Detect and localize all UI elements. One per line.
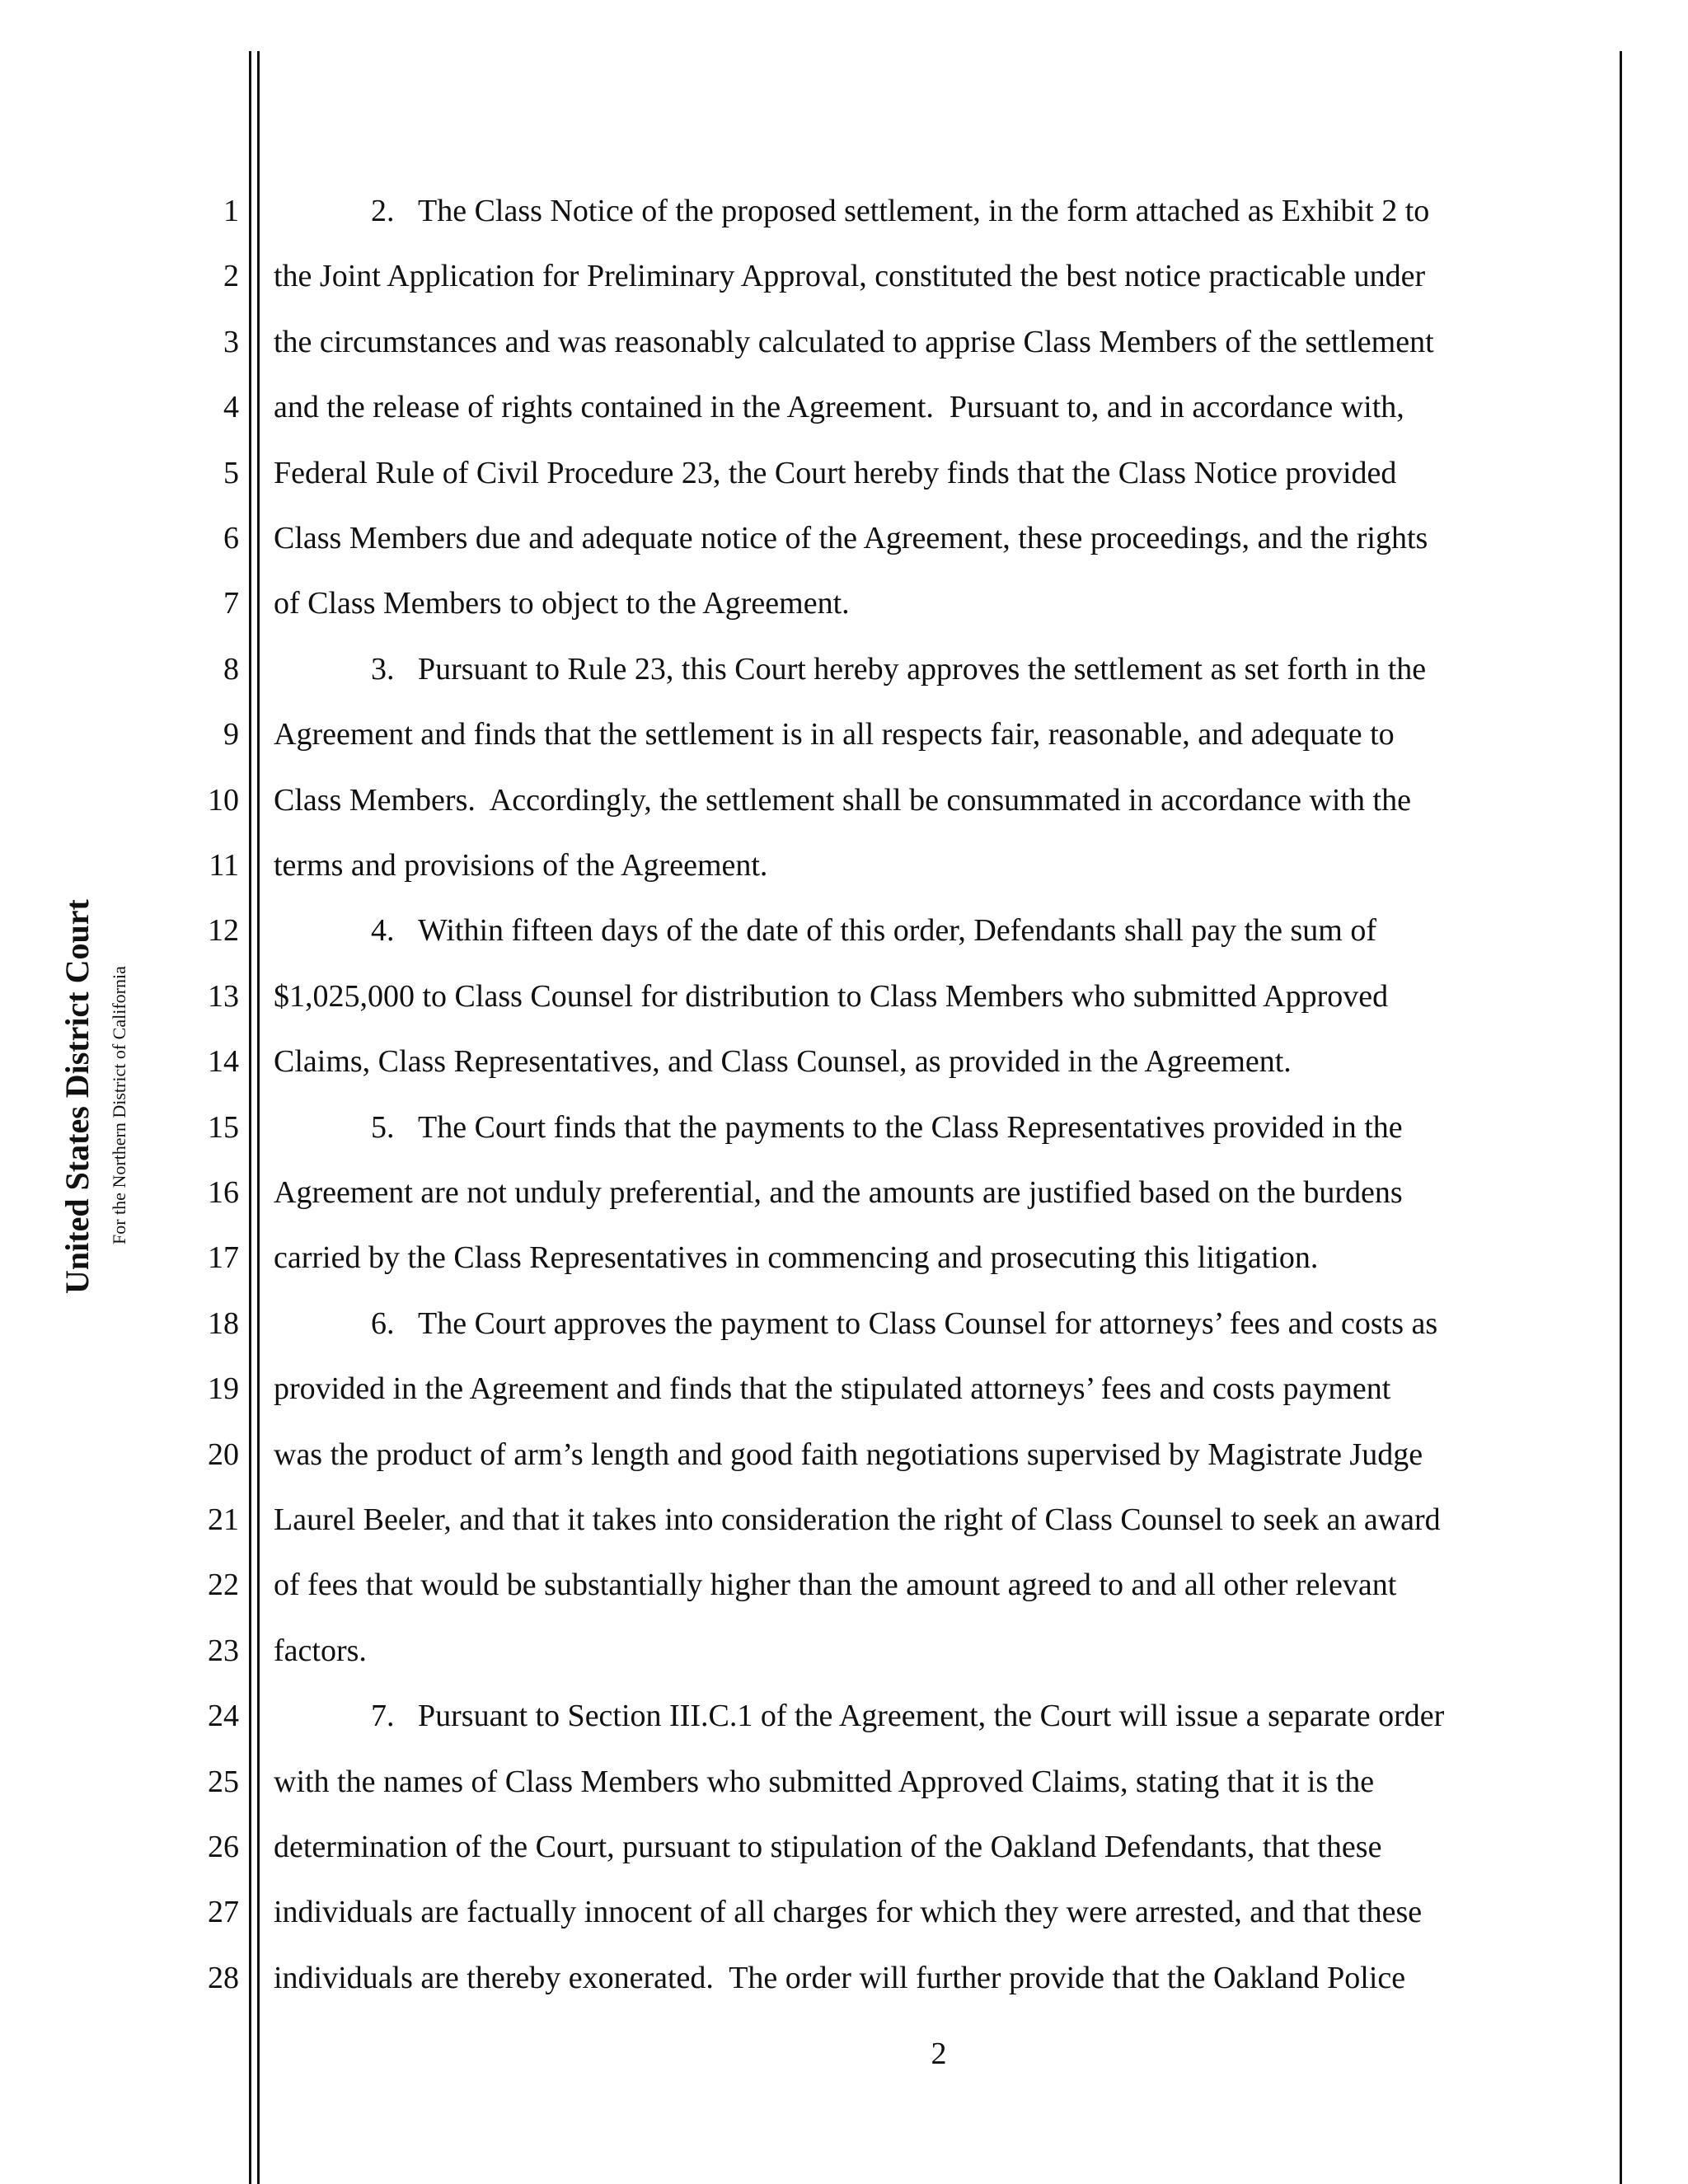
line-number: 13 [208,979,239,1014]
left-margin-rule-inner [257,51,260,2184]
text-line: Class Members. Accordingly, the settlement shall be consummated in accordance with the [274,783,1411,818]
text-line: 4. Within fifteen days of the date of this order, Defendants shall pay the sum of [371,913,1377,948]
text-line: the circumstances and was reasonably calculated to apprise Class Members of the settlement [274,325,1434,359]
text-line: Agreement are not unduly preferential, and the amounts are justified based on the burdens [274,1175,1403,1210]
text-line: individuals are thereby exonerated. The order will further provide that the Oakland Police [274,1961,1406,1995]
text-line: 5. The Court finds that the payments to the Class Representatives provided in the [371,1110,1403,1145]
text-line: was the product of arm’s length and good faith negotiations supervised by Magistrate Judge [274,1437,1423,1472]
left-margin-rule [249,51,251,2184]
text-line: 6. The Court approves the payment to Class Counsel for attorneys’ fees and costs as [371,1306,1438,1341]
line-number: 12 [208,913,239,948]
line-number: 3 [223,325,239,359]
text-line: of fees that would be substantially higher than the amount agreed to and all other relevant [274,1568,1397,1602]
text-line: $1,025,000 to Class Counsel for distribution to Class Members who submitted Approved [274,979,1389,1014]
line-number: 15 [208,1110,239,1145]
court-district: For the Northern District of California [109,966,129,1244]
line-number: 26 [208,1830,239,1864]
line-number: 14 [208,1044,239,1079]
text-line: the Joint Application for Preliminary Approval, constituted the best notice practicable under [274,259,1426,293]
text-line: 2. The Class Notice of the proposed settlement, in the form attached as Exhibit 2 to [371,194,1430,228]
page-number: 2 [931,2036,947,2071]
text-line: and the release of rights contained in the Agreement. Pursuant to, and in accordance with, [274,390,1404,424]
text-line: with the names of Class Members who submitted Approved Claims, stating that it is the [274,1765,1375,1799]
text-line: provided in the Agreement and finds that the stipulated attorneys’ fees and costs payment [274,1371,1391,1406]
line-number: 19 [208,1371,239,1406]
line-number: 6 [223,521,239,555]
text-line: determination of the Court, pursuant to stipulation of the Oakland Defendants, that these [274,1830,1382,1864]
line-number: 20 [208,1437,239,1472]
text-line: individuals are factually innocent of all charges for which they were arrested, and that these [274,1895,1423,1929]
line-number: 1 [223,194,239,228]
court-name: United States District Court [59,899,96,1294]
line-number: 28 [208,1961,239,1995]
line-number: 22 [208,1568,239,1602]
line-number: 11 [209,848,239,883]
line-number: 18 [208,1306,239,1341]
text-line: of Class Members to object to the Agreement. [274,586,850,621]
line-number: 27 [208,1895,239,1929]
line-number: 5 [223,456,239,490]
line-number: 10 [208,783,239,818]
text-line: Federal Rule of Civil Procedure 23, the Court hereby finds that the Class Notice provided [274,456,1397,490]
text-line: Claims, Class Representatives, and Class Counsel, as provided in the Agreement. [274,1044,1292,1079]
line-number: 25 [208,1765,239,1799]
line-number: 8 [223,652,239,687]
line-number: 23 [208,1633,239,1668]
line-number: 16 [208,1175,239,1210]
text-line: 7. Pursuant to Section III.C.1 of the Agreement, the Court will issue a separate order [371,1699,1445,1733]
line-number: 4 [223,390,239,424]
line-number: 9 [223,717,239,752]
text-line: 3. Pursuant to Rule 23, this Court hereby approves the settlement as set forth in the [371,652,1427,687]
text-line: Agreement and finds that the settlement is in all respects fair, reasonable, and adequate to [274,717,1395,752]
text-line: terms and provisions of the Agreement. [274,848,768,883]
text-line: Laurel Beeler, and that it takes into consideration the right of Class Counsel to seek an award [274,1502,1441,1537]
text-line: Class Members due and adequate notice of the Agreement, these proceedings, and the rights [274,521,1428,555]
line-number: 7 [223,586,239,621]
court-caption [49,849,181,1294]
line-number: 21 [208,1502,239,1537]
text-line: factors. [274,1633,367,1668]
text-line: carried by the Class Representatives in commencing and prosecuting this litigation. [274,1240,1319,1275]
line-number: 24 [208,1699,239,1733]
line-number: 2 [223,259,239,293]
line-number: 17 [208,1240,239,1275]
